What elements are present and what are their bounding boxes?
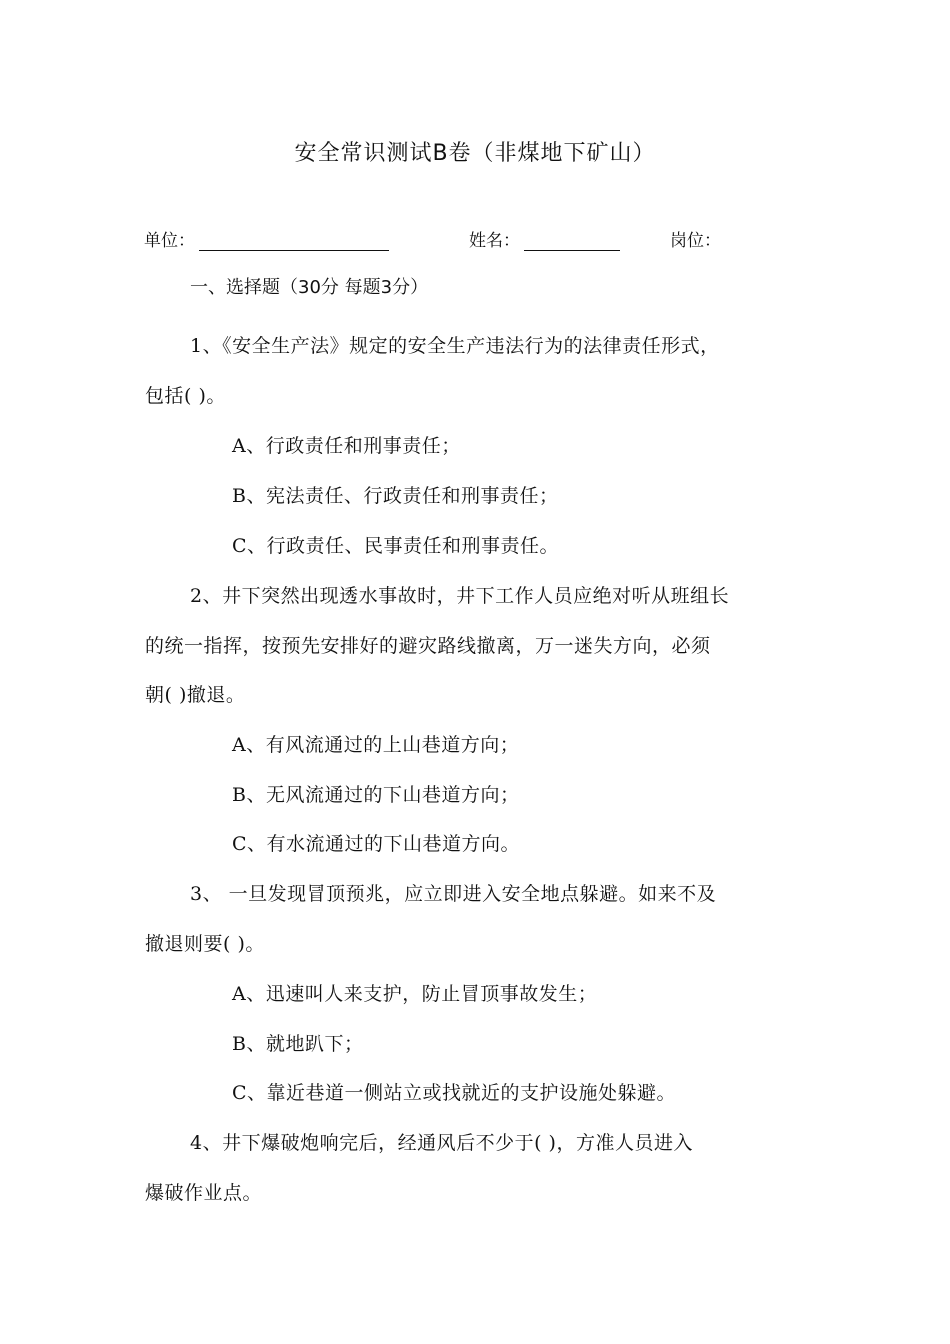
question-line: 1、《安全生产法》规定的安全生产违法行为的法律责任形式，	[190, 335, 720, 357]
question-line: 包括( )。	[145, 385, 226, 407]
document-title: 安全常识测试B卷（非煤地下矿山）	[294, 141, 656, 166]
answer-option: B、宪法责任、行政责任和刑事责任；	[232, 485, 559, 507]
name-label: 姓名：	[469, 231, 520, 251]
question-line: 朝( )撤退。	[145, 684, 246, 706]
post-label: 岗位：	[670, 231, 721, 251]
question-line: 撤退则要( )。	[145, 933, 265, 955]
answer-option: C、行政责任、民事责任和刑事责任。	[232, 535, 560, 557]
answer-option: C、有水流通过的下山巷道方向。	[232, 833, 521, 855]
section-heading: 一、选择题（30分 每题3分）	[190, 277, 429, 298]
name-blank[interactable]	[524, 232, 620, 251]
unit-label: 单位：	[144, 231, 195, 251]
question-line: 爆破作业点。	[145, 1182, 263, 1204]
post-field	[670, 226, 721, 251]
answer-option: B、无风流通过的下山巷道方向；	[232, 784, 520, 806]
answer-option: C、靠近巷道一侧站立或找就近的支护设施处躲避。	[232, 1082, 677, 1104]
unit-field	[144, 226, 389, 251]
name-field	[469, 226, 620, 251]
question-line: 4、井下爆破炮响完后，经通风后不少于( )，方准人员进入	[190, 1132, 693, 1154]
answer-option: A、有风流通过的上山巷道方向；	[232, 734, 520, 756]
answer-option: A、迅速叫人来支护，防止冒顶事故发生；	[232, 983, 598, 1005]
answer-option: A、行政责任和刑事责任；	[232, 435, 461, 457]
exam-info-row	[144, 226, 844, 252]
answer-option: B、就地趴下；	[232, 1033, 364, 1055]
question-line: 3、 一旦发现冒顶预兆，应立即进入安全地点躲避。如来不及	[190, 883, 717, 905]
unit-blank[interactable]	[199, 232, 389, 251]
question-line: 的统一指挥，按预先安排好的避灾路线撤离，万一迷失方向，必须	[145, 635, 711, 657]
question-line: 2、井下突然出现透水事故时，井下工作人员应绝对听从班组长	[190, 585, 730, 607]
